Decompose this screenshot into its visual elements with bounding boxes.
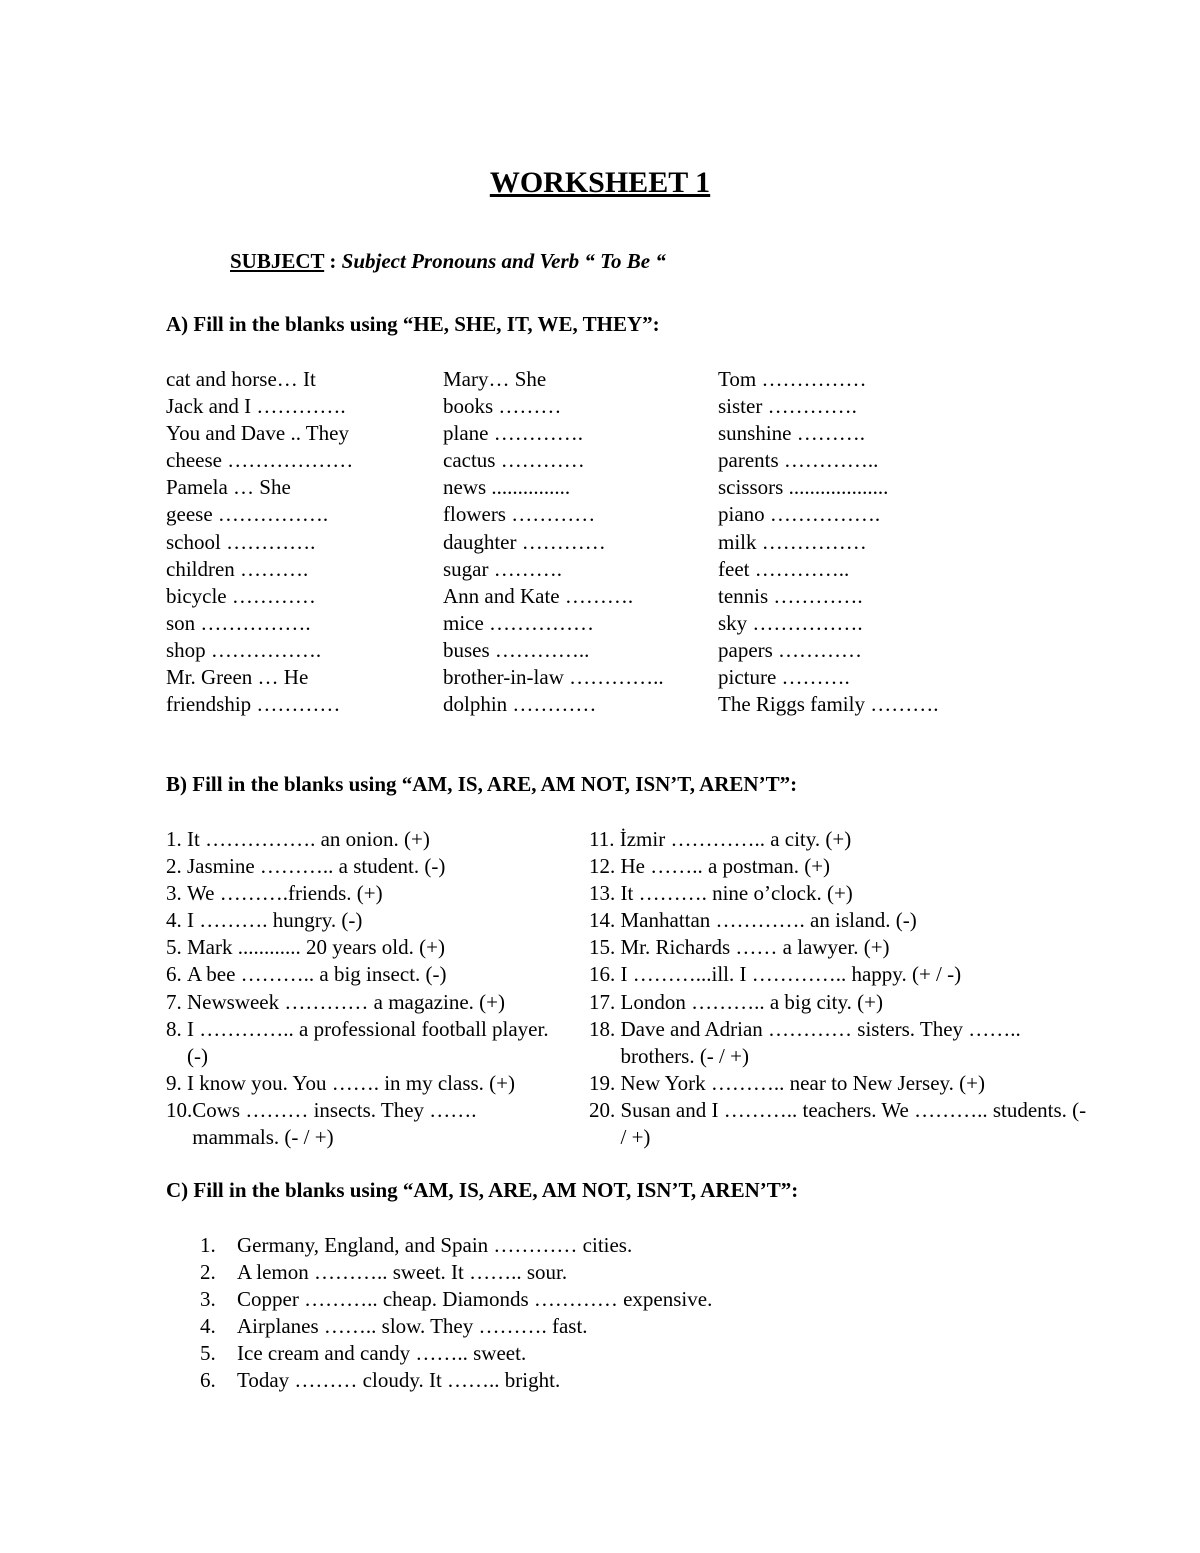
section-a-item: brother-in-law ………….. — [443, 665, 664, 690]
section-b-item — [166, 934, 566, 961]
section-a-item: children ………. — [166, 556, 309, 581]
item-text: Newsweek ………… a magazine. (+) — [187, 989, 505, 1014]
item-number: 11. — [589, 827, 620, 851]
section-b-item — [166, 1097, 566, 1151]
item-text: Today ……… cloudy. It …….. bright. — [237, 1368, 561, 1393]
item-text: Airplanes …….. slow. They ………. fast. — [237, 1314, 588, 1339]
section-b-heading: B) Fill in the blanks using “AM, IS, ARE, AM NOT, ISN’T, AREN’T”: — [166, 772, 798, 796]
section-a-item: scissors ................... — [718, 475, 889, 500]
item-number: 18. — [589, 1016, 621, 1041]
section-a-item: bicycle ………… — [166, 583, 316, 608]
item-number: 5. — [200, 1341, 216, 1366]
item-text: I ………….. a professional football player. (-) — [187, 1016, 549, 1068]
item-number: 2. — [166, 854, 187, 879]
item-number: 1. — [166, 827, 187, 851]
section-b-item — [166, 880, 566, 907]
section-a-item: cat and horse… It — [166, 367, 316, 391]
item-text: Mr. Richards …… a lawyer. (+) — [620, 935, 890, 960]
item-text: Manhattan …………. an island. (-) — [620, 908, 917, 933]
section-b-item — [589, 961, 1089, 988]
section-a-item: books ……… — [443, 394, 562, 419]
section-c-item — [200, 1232, 712, 1259]
section-a-item: sister …………. — [718, 394, 857, 419]
section-b-item — [589, 853, 1089, 880]
item-text: We ……….friends. (+) — [187, 881, 383, 906]
section-a-item: dolphin ………… — [443, 692, 597, 717]
section-b-item — [589, 934, 1089, 961]
item-number: 9. — [166, 1070, 187, 1095]
section-b-item — [166, 961, 566, 988]
section-a-item: feet ………….. — [718, 556, 850, 581]
item-text: Dave and Adrian ………… sisters. They …….. brothers. (- / +) — [620, 1016, 1021, 1068]
section-a-heading: A) Fill in the blanks using “HE, SHE, IT, WE, THEY”: — [166, 312, 660, 336]
section-a-item: Jack and I …………. — [166, 394, 346, 419]
section-b-item — [589, 1097, 1089, 1151]
section-b-item — [166, 826, 566, 853]
item-text: I ………...ill. I ………….. happy. (+ / -) — [620, 962, 962, 987]
item-number: 6. — [166, 962, 187, 987]
item-number: 13. — [589, 881, 621, 906]
section-a-item: sugar ………. — [443, 556, 562, 581]
item-text: Ice cream and candy …….. sweet. — [237, 1341, 527, 1366]
section-a-item: papers ………… — [718, 637, 863, 662]
section-a-column-2 — [443, 366, 664, 718]
section-a-item: cheese ……………… — [166, 448, 354, 473]
section-a-item: The Riggs family ………. — [718, 692, 939, 717]
section-b-item — [166, 1016, 566, 1070]
subject-label: SUBJECT — [230, 249, 325, 273]
section-a-item: milk …………… — [718, 529, 867, 554]
item-number: 19. — [589, 1070, 621, 1095]
item-number: 4. — [200, 1314, 216, 1339]
section-b-item — [166, 1070, 566, 1097]
item-number: 16. — [589, 962, 621, 987]
section-a-item: buses ………….. — [443, 637, 590, 662]
item-text: A bee ……….. a big insect. (-) — [187, 962, 447, 987]
item-number: 2. — [200, 1260, 216, 1285]
item-text: I ………. hungry. (-) — [187, 908, 363, 933]
item-text: Copper ……….. cheap. Diamonds ………… expensive. — [237, 1287, 713, 1312]
item-number: 3. — [166, 881, 187, 906]
section-b-item — [589, 880, 1089, 907]
section-a-item: picture ………. — [718, 665, 850, 690]
section-b-item — [589, 989, 1089, 1016]
item-text: It ………. nine o’clock. (+) — [620, 881, 853, 906]
section-b-left-column — [166, 826, 566, 1151]
item-text: He …….. a postman. (+) — [620, 854, 831, 879]
item-number: 8. — [166, 1016, 187, 1041]
item-number: 4. — [166, 908, 187, 933]
section-a-item: Mr. Green … He — [166, 665, 309, 690]
section-c-list — [200, 1232, 712, 1395]
page-title: WORKSHEET 1 — [489, 166, 711, 199]
section-b-item — [589, 907, 1089, 934]
subject-line — [230, 249, 666, 274]
item-text: İzmir ………….. a city. (+) — [619, 827, 852, 851]
section-b-right-column — [589, 826, 1089, 1151]
section-c-item — [200, 1313, 712, 1340]
section-b-item — [166, 907, 566, 934]
section-a-item: geese ……………. — [166, 502, 329, 527]
item-number: 14. — [589, 908, 621, 933]
section-c-item — [200, 1286, 712, 1313]
section-a-item: You and Dave .. They — [166, 421, 349, 446]
item-text: London ……….. a big city. (+) — [620, 989, 883, 1014]
section-b-item — [589, 1016, 1089, 1070]
item-text: I know you. You ……. in my class. (+) — [187, 1070, 516, 1095]
item-number: 1. — [200, 1233, 216, 1257]
section-a-column-1 — [166, 366, 353, 718]
section-a-item: school …………. — [166, 529, 316, 554]
item-number: 3. — [200, 1287, 216, 1312]
item-text: Jasmine ……….. a student. (-) — [187, 854, 446, 879]
section-a-item: daughter ………… — [443, 529, 606, 554]
section-a-item: Ann and Kate ………. — [443, 583, 634, 608]
section-a-item: shop ……………. — [166, 637, 322, 662]
item-number: 7. — [166, 989, 187, 1014]
section-a-item: piano ……………. — [718, 502, 881, 527]
item-number: 15. — [589, 935, 621, 960]
section-a-item: sky ……………. — [718, 610, 863, 635]
section-a-item: flowers ………… — [443, 502, 596, 527]
item-number: 6. — [200, 1368, 216, 1393]
section-c-item — [200, 1340, 712, 1367]
section-a-item: Pamela … She — [166, 475, 291, 500]
item-number: 12. — [589, 854, 621, 879]
subject-separator: : — [324, 249, 342, 273]
item-number: 20. — [589, 1097, 621, 1122]
section-c-heading: C) Fill in the blanks using “AM, IS, ARE, AM NOT, ISN’T, AREN’T”: — [166, 1178, 799, 1202]
section-a-item: sunshine ………. — [718, 421, 865, 446]
item-text: A lemon ……….. sweet. It …….. sour. — [237, 1260, 568, 1285]
item-text: Germany, England, and Spain ………… cities. — [237, 1233, 633, 1257]
section-b-item — [166, 989, 566, 1016]
section-a-column-3 — [718, 366, 938, 718]
subject-value: Subject Pronouns and Verb “ To Be “ — [341, 249, 666, 273]
item-text: Mark ............ 20 years old. (+) — [187, 935, 445, 960]
section-a-item: plane …………. — [443, 421, 583, 446]
item-number: 10. — [166, 1097, 193, 1122]
item-text: Cows ……… insects. They ……. mammals. (- / +) — [192, 1097, 477, 1150]
section-a-item: parents ………….. — [718, 448, 879, 473]
item-text: It ……………. an onion. (+) — [187, 827, 430, 851]
section-b-item — [589, 1070, 1089, 1097]
section-a-item: Tom …………… — [718, 367, 867, 391]
section-c-item — [200, 1367, 712, 1394]
item-text: Susan and I ……….. teachers. We ……….. students. (- / +) — [620, 1097, 1087, 1150]
section-a-item: friendship ………… — [166, 692, 341, 717]
section-b-item — [589, 826, 1089, 853]
item-text: New York ……….. near to New Jersey. (+) — [620, 1070, 985, 1095]
section-a-item: tennis …………. — [718, 583, 863, 608]
section-c-item — [200, 1259, 712, 1286]
section-a-item: mice …………… — [443, 610, 595, 635]
item-number: 17. — [589, 989, 621, 1014]
item-number: 5. — [166, 935, 187, 960]
section-a-item: cactus ………… — [443, 448, 585, 473]
section-a-item: Mary… She — [443, 367, 547, 391]
section-b-item — [166, 853, 566, 880]
section-a-item: news ............... — [443, 475, 571, 500]
section-a-item: son ……………. — [166, 610, 311, 635]
